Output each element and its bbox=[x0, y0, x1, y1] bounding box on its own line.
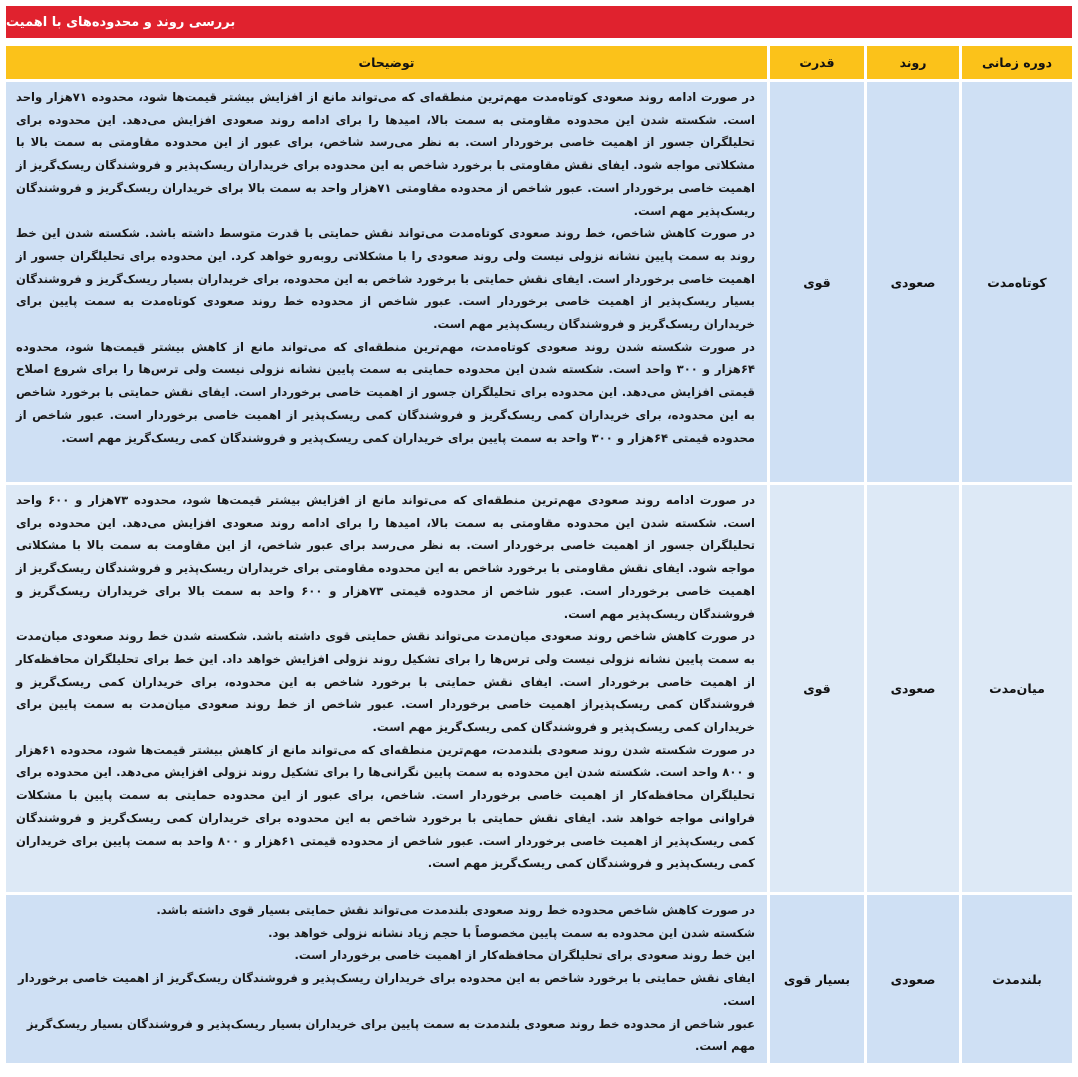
period-cell: بلندمدت bbox=[959, 895, 1072, 1066]
description-text: در صورت ادامه روند صعودی کوتاه‌مدت مهم‌ترین منطقه‌ای که می‌تواند مانع از افزایش بیشتر قیمت‌ها شود، محدوده ۷۱هزار واحد است. شکسته شدن این محدوده مقاومتی به سمت بالا، امیدها را برای ادامه روند صعودی افزایش می‌دهد. این محدوده برای تحلیلگران جسور از اهمیت خاصی برخوردار است. به نظر می‌رسد شاخص، برای عبور از این محدوده مقاومتی به سمت بالا با مشکلاتی مواجه شود. ایفای نقش مقاومتی با برخورد شاخص به این محدوده برای خریداران ریسک‌پذیر و فروشندگان ریسک‌گریز از اهمیت خاصی برخوردار است. عبور شاخص از محدوده مقاومتی ۷۱هزار واحد به سمت بالا برای خریداران ریسک‌گریز و فروشندگان ریسک‌پذیر مهم است. در صورت کاهش شاخص، خط روند صعودی کوتاه‌مدت می‌تواند نقش حمایتی با قدرت متوسط داشته باشد. شکسته شدن این خط روند به سمت پایین نشانه نزولی نیست ولی روند صعودی را با مشکلاتی روبه‌رو خواهد کرد. این محدوده برای تحلیلگران جسور از اهمیت خاصی برخوردار است. ایفای نقش حمایتی با برخورد شاخص به این محدوده، برای خریداران بسیار ریسک‌گریز و فروشندگان بسیار ریسک‌پذیر از اهمیت خاصی برخوردار است. عبور شاخص از محدوده خط روند صعودی کوتاه‌مدت به سمت پایین برای خریداران ریسک‌گریز و فروشندگان ریسک‌پذیر مهم است. در صورت شکسته شدن روند صعودی کوتاه‌مدت، مهم‌ترین منطقه‌ای که می‌تواند مانع از کاهش بیشتر قیمت‌ها شود، محدوده ۶۴هزار و ۳۰۰ واحد است. شکسته شدن این محدوده حمایتی به سمت پایین نشانه نزولی نیست ولی ترس‌ها را برای شروع اصلاح قیمتی افزایش می‌دهد. این محدوده برای تحلیلگران جسور از اهمیت خاصی برخوردار است. ایفای نقش حمایتی با برخورد شاخص به این محدوده، برای خریداران کمی ریسک‌گریز و فروشندگان کمی ریسک‌پذیر از اهمیت خاصی برخوردار است. عبور شاخص از محدوده قیمتی ۶۴هزار و ۳۰۰ واحد به سمت پایین برای خریداران کمی ریسک‌پذیر و فروشندگان کمی ریسک‌گریز مهم است. bbox=[16, 90, 756, 445]
power-cell: بسیار قوی bbox=[767, 895, 864, 1066]
table-row bbox=[6, 485, 1072, 895]
description-text: در صورت ادامه روند صعودی مهم‌ترین منطقه‌ای که می‌تواند مانع از افزایش بیشتر قیمت‌ها شود، محدوده ۷۳هزار و ۶۰۰ واحد است. شکسته شدن این محدوده مقاومتی به سمت بالا، امیدها را برای ادامه روند صعودی افزایش می‌دهد. این محدوده برای تحلیلگران جسور از اهمیت خاصی برخوردار است. به نظر می‌رسد برای عبور شاخص، از این مقاومت به سمت بالا با مشکلاتی مواجه شود. ایفای نقش مقاومتی با برخورد شاخص به این محدوده مقاومتی برای خریداران ریسک‌پذیر و فروشندگان ریسک‌گریز از اهمیت خاصی برخوردار است. عبور شاخص از محدوده قیمتی ۷۳هزار و ۶۰۰ واحد به سمت بالا برای خریداران ریسک‌گریز و فروشندگان ریسک‌پذیر مهم است. در صورت کاهش شاخص روند صعودی میان‌مدت می‌تواند نقش حمایتی قوی داشته باشد. شکسته شدن خط روند صعودی میان‌مدت به سمت پایین نشانه نزولی نیست ولی ترس‌ها را برای تشکیل روند نزولی افزایش خواهد داد. این خط برای تحلیلگران محافظه‌کار از اهمیت خاصی برخوردار است. ایفای نقش حمایتی با برخورد شاخص به این محدوده، برای خریداران کمی ریسک‌گریز و فروشندگان کمی ریسک‌پذیراز اهمیت خاصی برخوردار است. عبور شاخص از خط روند صعودی میان‌مدت به سمت پایین برای خریداران کمی ریسک‌پذیر و فروشندگان کمی ریسک‌گریز مهم است. در صورت شکسته شدن روند صعودی بلندمدت، مهم‌ترین منطقه‌ای که می‌تواند مانع از کاهش بیشتر قیمت‌ها شود، محدوده ۶۱هزار و ۸۰۰ واحد است. شکسته شدن این محدوده به سمت پایین نگرانی‌ها را برای تشکیل روند نزولی افزایش می‌دهد. این محدوده برای تحلیلگران محافظه‌کار از اهمیت خاصی برخوردار است. شاخص، برای عبور از این محدوده حمایتی به سمت پایین با مشکلات فراوانی مواجه خواهد شد. ایفای نقش حمایتی با برخورد شاخص به این محدوده برای خریداران کمی ریسک‌گریز و فروشندگان کمی ریسک‌پذیر از اهمیت خاصی برخوردار است. عبور شاخص از محدوده قیمتی ۶۱هزار و ۸۰۰ واحد به سمت پایین برای خریداران کمی ریسک‌پذیر و فروشندگان کمی ریسک‌گریز مهم است. bbox=[16, 493, 756, 871]
header-trend: روند bbox=[864, 46, 959, 82]
table-title: بررسی روند و محدوده‌های با اهمیت bbox=[6, 6, 1072, 38]
power-cell: قوی bbox=[767, 485, 864, 895]
trend-cell: صعودی bbox=[864, 895, 959, 1066]
description-cell bbox=[6, 485, 767, 895]
report-panel bbox=[6, 6, 1072, 1066]
header-power: قدرت bbox=[767, 46, 864, 82]
description-text: در صورت کاهش شاخص محدوده خط روند صعودی بلندمدت می‌تواند نقش حمایتی بسیار قوی داشته باشد. شکسته شدن این محدوده به سمت پایین مخصوصاً با حجم زیاد نشانه نزولی خواهد بود. این خط روند صعودی برای تحلیلگران محافظه‌کار از اهمیت خاصی برخوردار است. ایفای نقش حمایتی با برخورد شاخص به این محدوده برای خریداران ریسک‌پذیر و فروشندگان ریسک‌گریز از اهمیت خاصی برخوردار است. عبور شاخص از محدوده خط روند صعودی بلندمدت به سمت پایین برای خریداران بسیار ریسک‌پذیر و فروشندگان بسیار ریسک‌گریز مهم است. bbox=[18, 903, 755, 1054]
period-cell: کوتاه‌مدت bbox=[959, 82, 1072, 485]
table-row bbox=[6, 895, 1072, 1066]
power-cell: قوی bbox=[767, 82, 864, 485]
trend-cell: صعودی bbox=[864, 82, 959, 485]
header-description: توضیحات bbox=[6, 46, 767, 82]
description-cell bbox=[6, 82, 767, 485]
header-period: دوره زمانی bbox=[959, 46, 1072, 82]
description-cell bbox=[6, 895, 767, 1066]
trend-cell: صعودی bbox=[864, 485, 959, 895]
table-header-row bbox=[6, 46, 1072, 82]
period-cell: میان‌مدت bbox=[959, 485, 1072, 895]
table-row bbox=[6, 82, 1072, 485]
trend-table bbox=[6, 46, 1072, 1066]
